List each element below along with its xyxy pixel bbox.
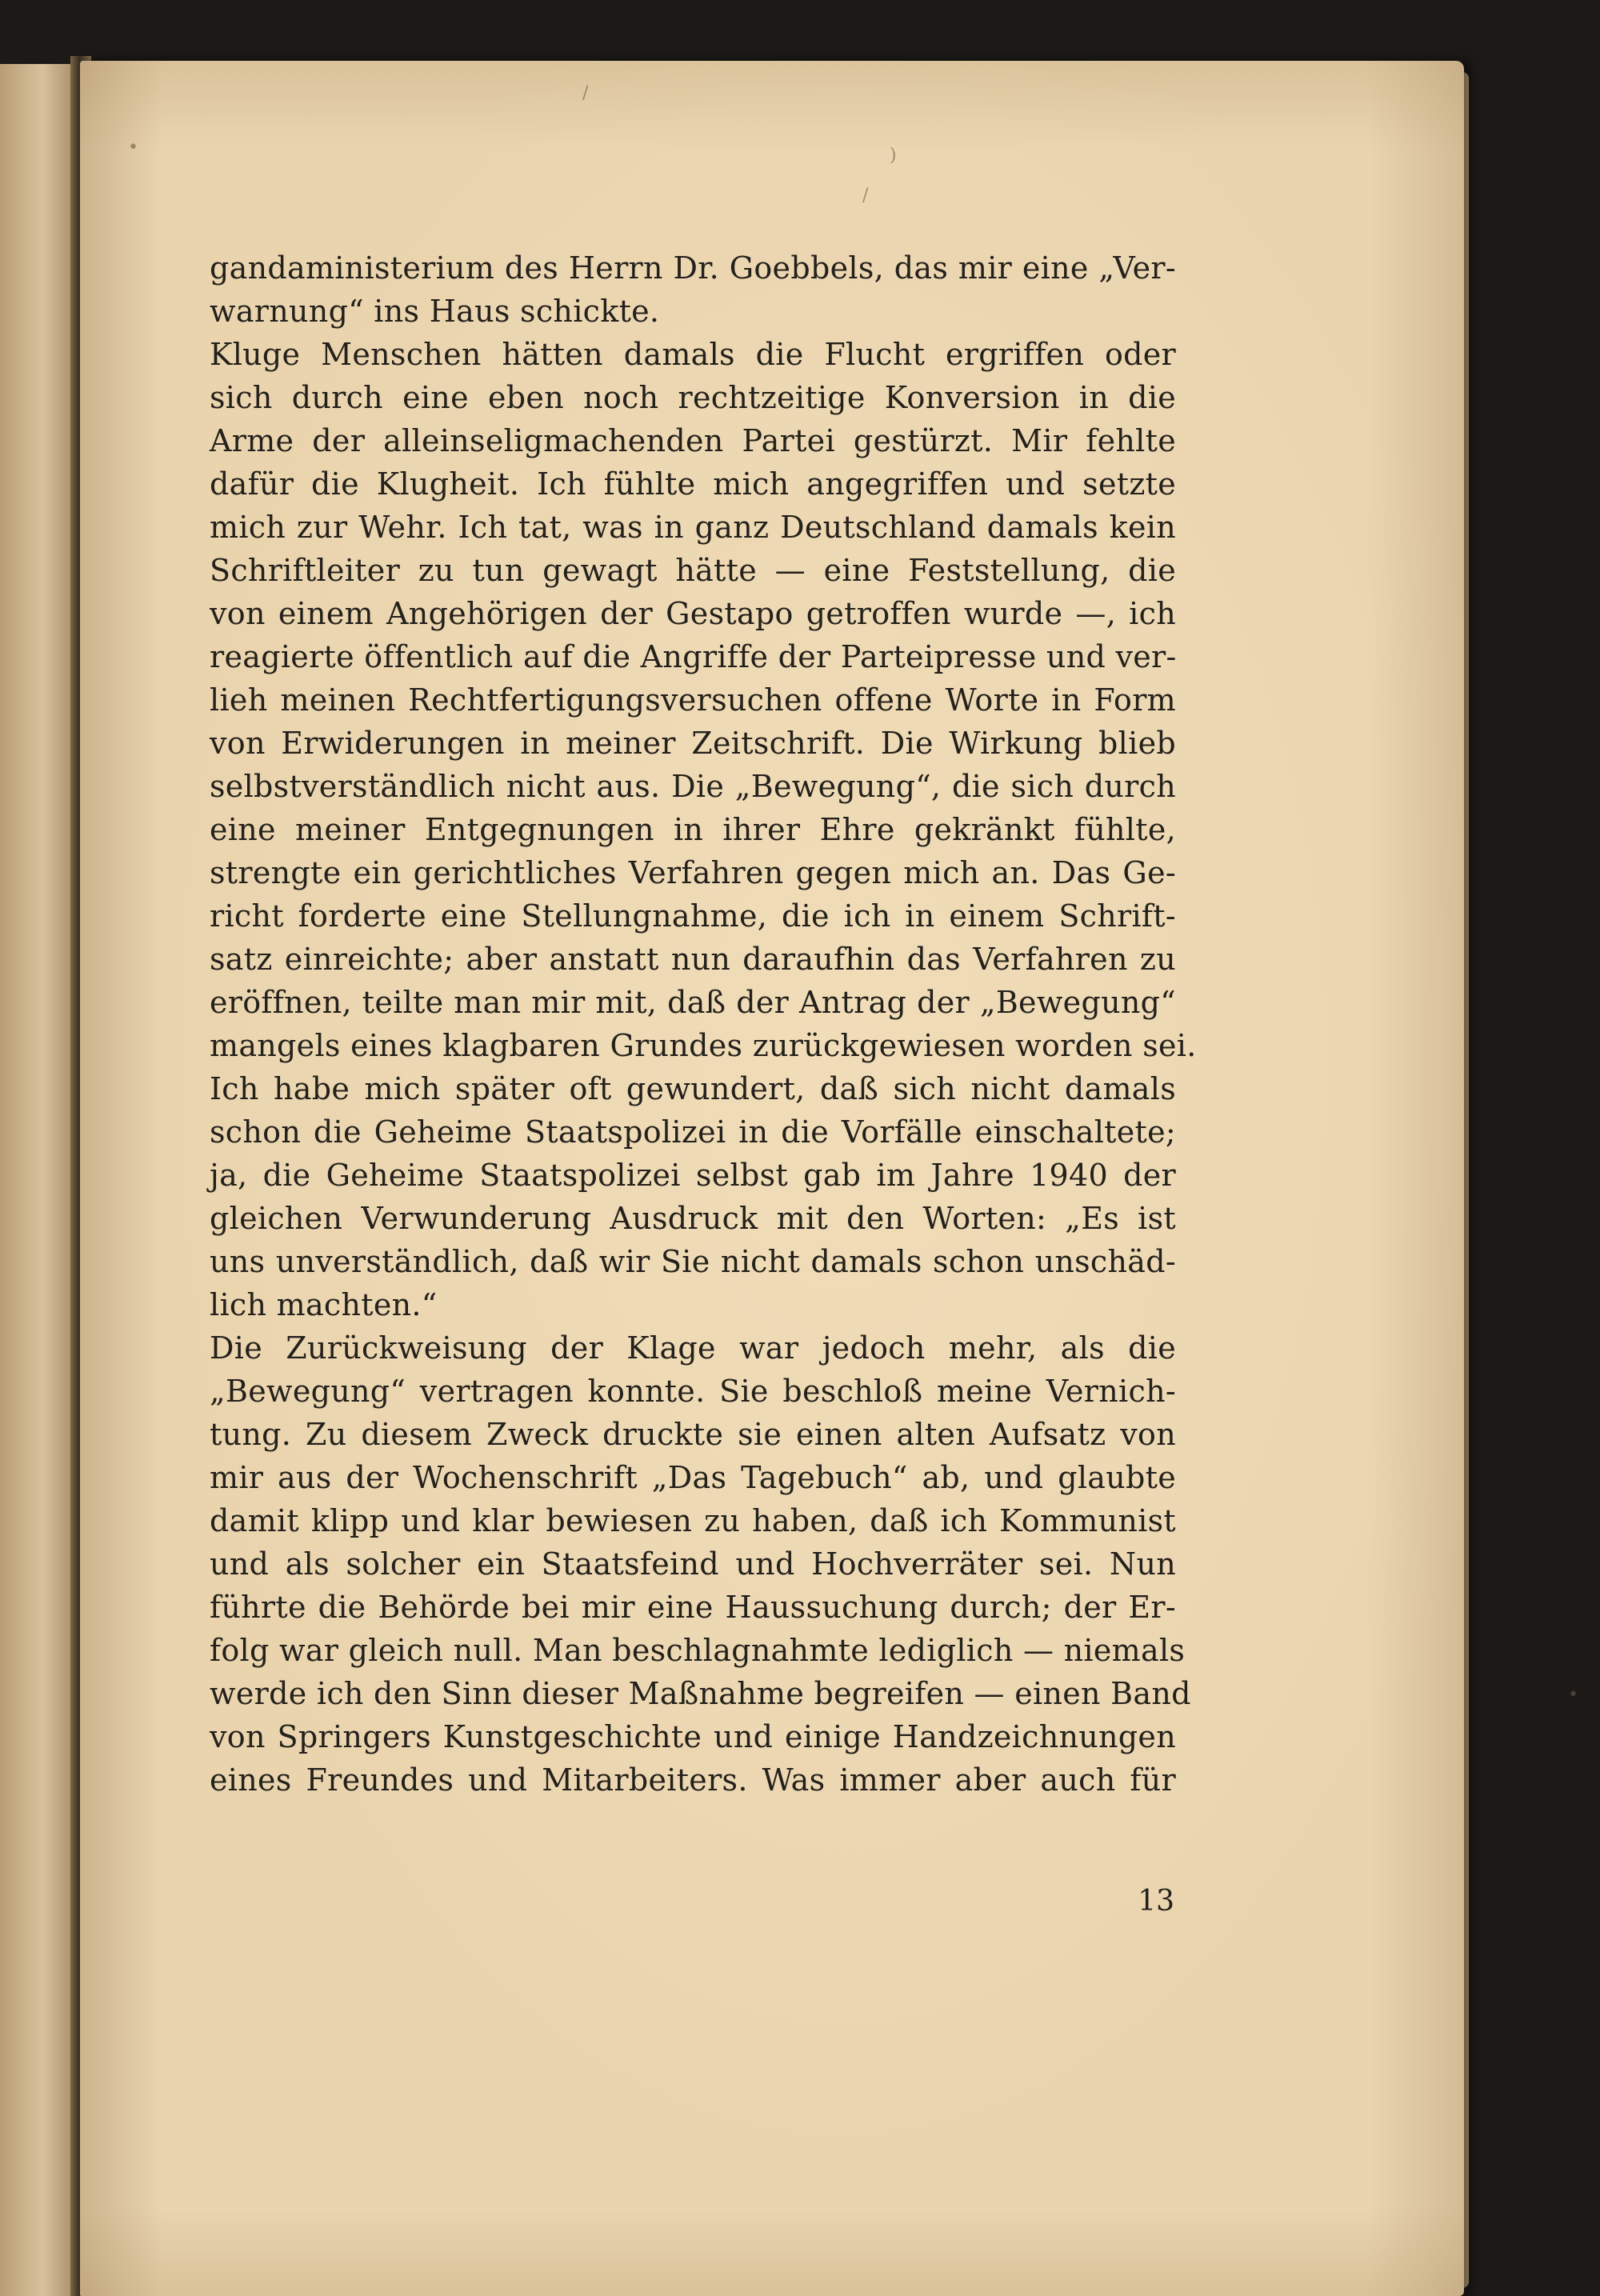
text-line: lieh meinen Rechtfertigungsversuchen offene Worte in Form (210, 682, 1176, 718)
paper-speck: ) (890, 146, 897, 166)
text-line: ja, die Geheime Staatspolizei selbst gab im Jahre 1940 der (210, 1158, 1176, 1193)
text-line: und als solcher ein Staatsfeind und Hochverräter sei. Nun (210, 1546, 1176, 1582)
text-line: tung. Zu diesem Zweck druckte sie einen alten Aufsatz von (210, 1417, 1176, 1452)
text-line: Die Zurückweisung der Klage war jedoch mehr, als die (210, 1330, 1176, 1366)
text-line: schon die Geheime Staatspolizei in die Vorfälle einschaltete; (210, 1114, 1176, 1150)
text-line: Ich habe mich später oft gewundert, daß sich nicht damals (210, 1071, 1176, 1106)
text-line: eröffnen, teilte man mir mit, daß der Antrag der „Bewegung“ (210, 985, 1176, 1020)
text-line: „Bewegung“ vertragen konnte. Sie beschloß meine Vernich- (210, 1374, 1176, 1409)
text-line: von Erwiderungen in meiner Zeitschrift. Die Wirkung blieb (210, 726, 1176, 761)
text-line: richt forderte eine Stellungnahme, die ich in einem Schrift- (210, 898, 1176, 934)
text-line: eines Freundes und Mitarbeiters. Was immer aber auch für (210, 1762, 1176, 1798)
paper-speck: • (128, 138, 138, 158)
text-line: mangels eines klagbaren Grundes zurückgewiesen worden sei. (210, 1028, 1197, 1063)
text-line: damit klipp und klar bewiesen zu haben, daß ich Kommunist (210, 1503, 1176, 1538)
body-text (210, 246, 1197, 1802)
paper-speck: / (582, 83, 589, 103)
text-line: führte die Behörde bei mir eine Haussuchung durch; der Er- (210, 1590, 1176, 1625)
text-line: folg war gleich null. Man beschlagnahmte lediglich — niemals (210, 1633, 1186, 1668)
text-line: von einem Angehörigen der Gestapo getroffen wurde —, ich (210, 596, 1176, 631)
text-line: lich machten.“ (210, 1287, 438, 1322)
text-line: Kluge Menschen hätten damals die Flucht ergriffen oder (210, 337, 1176, 372)
page-number: 13 (1138, 1885, 1174, 1918)
text-line: von Springers Kunstgeschichte und einige Handzeichnungen (210, 1719, 1176, 1754)
text-line: mir aus der Wochenschrift „Das Tagebuch“ ab, und glaubte (210, 1460, 1176, 1495)
text-line: Schriftleiter zu tun gewagt hätte — eine Feststellung, die (210, 553, 1176, 588)
text-line: warnung“ ins Haus schickte. (210, 294, 660, 329)
text-line: mich zur Wehr. Ich tat, was in ganz Deutschland damals kein (210, 510, 1176, 545)
paper-speck: / (862, 186, 869, 206)
text-line: satz einreichte; aber anstatt nun daraufhin das Verfahren zu (210, 942, 1176, 977)
text-line: strengte ein gerichtliches Verfahren gegen mich an. Das Ge- (210, 855, 1176, 890)
paper-speck: • (1568, 1685, 1578, 1705)
text-line: sich durch eine eben noch rechtzeitige Konversion in die (210, 380, 1176, 415)
text-line: reagierte öffentlich auf die Angriffe der Parteipresse und ver- (210, 639, 1177, 674)
text-line: werde ich den Sinn dieser Maßnahme begreifen — einen Band (210, 1676, 1191, 1711)
text-line: uns unverständlich, daß wir Sie nicht damals schon unschäd- (210, 1244, 1176, 1279)
text-line: selbstverständlich nicht aus. Die „Bewegung“, die sich durch (210, 769, 1176, 804)
text-line: gandaministerium des Herrn Dr. Goebbels, das mir eine „Ver- (210, 250, 1176, 286)
text-line: dafür die Klugheit. Ich fühlte mich angegriffen und setzte (210, 466, 1176, 502)
text-line: eine meiner Entgegnungen in ihrer Ehre gekränkt fühlte, (210, 812, 1176, 847)
text-line: gleichen Verwunderung Ausdruck mit den Worten: „Es ist (210, 1201, 1176, 1236)
text-line: Arme der alleinseligmachenden Partei gestürzt. Mir fehlte (210, 423, 1176, 458)
left-page-edge (0, 64, 77, 2296)
